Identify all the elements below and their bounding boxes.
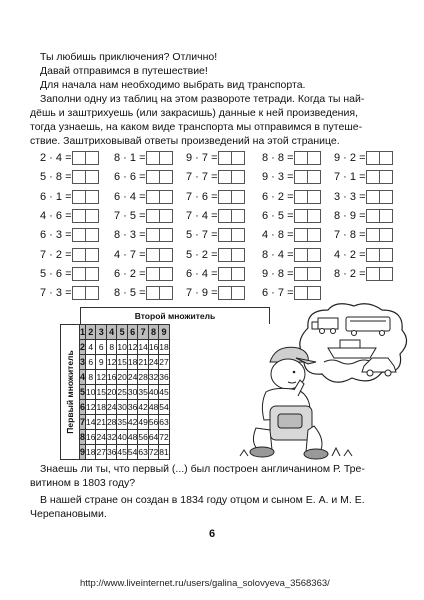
exercise-item — [114, 227, 173, 243]
exercise-item — [114, 189, 173, 205]
answer-box[interactable] — [160, 267, 173, 281]
table-cell: 56 — [148, 415, 158, 430]
table-cell: 24 — [148, 355, 158, 370]
answer-box[interactable] — [86, 286, 99, 300]
answer-box[interactable] — [218, 151, 232, 165]
answer-box[interactable] — [72, 248, 86, 262]
table-cell: 16 — [86, 430, 96, 445]
exercise-item — [262, 227, 321, 243]
exercise-item — [40, 227, 99, 243]
exercise-expression: 5 · 7 = — [186, 229, 218, 242]
answer-box[interactable] — [380, 248, 393, 262]
exercise-item — [262, 285, 321, 301]
table-header-cell: 6 — [127, 325, 137, 340]
table-cell: 20 — [117, 370, 127, 385]
exercise-expression: 7 · 3 = — [40, 287, 72, 300]
answer-box[interactable] — [160, 228, 173, 242]
table-cell: 42 — [127, 415, 137, 430]
answer-box[interactable] — [146, 170, 160, 184]
exercise-expression: 4 · 7 = — [114, 248, 146, 261]
exercise-item — [262, 189, 321, 205]
table-cell: 15 — [96, 385, 106, 400]
exercise-expression: 5 · 8 = — [40, 171, 72, 184]
answer-box[interactable] — [160, 151, 173, 165]
table-header-cell: 7 — [138, 325, 148, 340]
question-p1-line-b: витином в 1803 году? — [30, 477, 136, 489]
table-cell: 4 — [86, 340, 96, 355]
exercise-item — [40, 150, 99, 166]
exercise-expression: 8 · 5 = — [114, 287, 146, 300]
answer-box[interactable] — [72, 190, 86, 204]
table-cell: 8 — [106, 340, 116, 355]
exercise-item — [334, 227, 393, 243]
answer-box[interactable] — [72, 228, 86, 242]
answer-box[interactable] — [146, 248, 160, 262]
table-cell: 27 — [96, 445, 106, 460]
answer-box[interactable] — [218, 190, 232, 204]
exercise-expression: 8 · 3 = — [114, 229, 146, 242]
answer-box[interactable] — [308, 190, 321, 204]
answer-box[interactable] — [232, 209, 245, 223]
exercise-expression: 6 · 6 = — [114, 171, 146, 184]
exercise-expression: 7 · 7 = — [186, 171, 218, 184]
answer-box[interactable] — [232, 248, 245, 262]
table-cell: 24 — [96, 430, 106, 445]
answer-box[interactable] — [160, 248, 173, 262]
answer-box[interactable] — [308, 228, 321, 242]
table-cell: 40 — [148, 385, 158, 400]
table-cell: 48 — [127, 430, 137, 445]
table-cell: 12 — [86, 400, 96, 415]
answer-box[interactable] — [294, 228, 308, 242]
table-cell: 21 — [96, 415, 106, 430]
answer-box[interactable] — [86, 170, 99, 184]
exercise-item — [262, 266, 321, 282]
table-cell: 72 — [159, 430, 169, 445]
table-corner-cell: 1 — [80, 325, 86, 340]
exercise-item — [186, 227, 245, 243]
table-cell: 32 — [106, 430, 116, 445]
exercise-expression: 9 · 2 = — [334, 152, 366, 164]
exercise-item — [40, 266, 99, 282]
answer-box[interactable] — [308, 267, 321, 281]
answer-box[interactable] — [232, 151, 245, 165]
table-cell: 36 — [159, 370, 169, 385]
table-cell: 12 — [127, 340, 137, 355]
answer-box[interactable] — [294, 190, 308, 204]
table-cell: 35 — [138, 385, 148, 400]
exercise-item — [40, 208, 99, 224]
answer-box[interactable] — [86, 209, 99, 223]
answer-box[interactable] — [72, 209, 86, 223]
table-row — [80, 445, 170, 460]
exercise-item — [334, 150, 393, 166]
table-cell: 81 — [159, 445, 169, 460]
question-p2-line-a: В нашей стране он создан в 1834 году отцом и сыном Е. А. и М. Е. — [40, 494, 365, 506]
intro-para-line-c: тогда узнаешь, на каком виде транспорта мы отправимся в путеше- — [30, 121, 363, 133]
answer-box[interactable] — [308, 170, 321, 184]
answer-box[interactable] — [366, 248, 380, 262]
exercise-item — [334, 266, 393, 282]
table-cell: 32 — [148, 370, 158, 385]
exercise-expression: 6 · 4 = — [114, 190, 146, 203]
table-cell: 40 — [117, 430, 127, 445]
answer-box[interactable] — [294, 248, 308, 262]
table-header-cell: 9 — [159, 325, 169, 340]
first-factor-label: Первый множитель — [65, 350, 75, 434]
answer-box[interactable] — [86, 228, 99, 242]
exercise-item — [114, 169, 173, 185]
boy-illustration — [236, 300, 411, 460]
exercise-expression: 6 · 2 = — [262, 190, 294, 203]
table-cell: 36 — [106, 445, 116, 460]
exercise-item — [186, 266, 245, 282]
table-row-header-cell: 3 — [80, 355, 86, 370]
footer-url: http://www.liveinternet.ru/users/galina_solovyeva_3568363/ — [80, 578, 330, 589]
table-header-cell: 5 — [117, 325, 127, 340]
exercise-item — [186, 189, 245, 205]
exercise-item — [186, 247, 245, 263]
intro-text — [30, 50, 405, 148]
answer-box[interactable] — [160, 286, 173, 300]
exercise-item — [114, 208, 173, 224]
table-cell: 16 — [106, 370, 116, 385]
table-cell: 64 — [148, 430, 158, 445]
exercise-expression: 9 · 7 = — [186, 152, 218, 164]
table-cell: 63 — [159, 415, 169, 430]
table-cell: 14 — [86, 415, 96, 430]
answer-box[interactable] — [366, 267, 380, 281]
exercise-expression: 7 · 9 = — [186, 287, 218, 300]
table-cell: 42 — [138, 400, 148, 415]
answer-box[interactable] — [160, 190, 173, 204]
exercise-expression: 7 · 5 = — [114, 209, 146, 222]
exercise-expression: 9 · 3 = — [262, 171, 294, 184]
table-row — [80, 430, 170, 445]
table-cell: 63 — [138, 445, 148, 460]
table-header-cell: 3 — [96, 325, 106, 340]
exercise-item — [334, 247, 393, 263]
table-header-row — [80, 325, 170, 340]
exercise-item — [40, 247, 99, 263]
table-cell: 45 — [159, 385, 169, 400]
exercise-expression: 3 · 3 = — [334, 190, 366, 203]
intro-para-line-d: ствие. Заштриховывай ответы произведений на этой странице. — [30, 135, 340, 147]
answer-box[interactable] — [146, 286, 160, 300]
table-cell: 10 — [117, 340, 127, 355]
table-row — [80, 370, 170, 385]
exercise-expression: 7 · 6 = — [186, 190, 218, 203]
answer-box[interactable] — [72, 286, 86, 300]
answer-box[interactable] — [218, 209, 232, 223]
answer-box[interactable] — [146, 267, 160, 281]
answer-box[interactable] — [294, 267, 308, 281]
exercise-expression: 8 · 8 = — [262, 152, 294, 164]
answer-box[interactable] — [308, 151, 321, 165]
table-row-header-cell: 9 — [80, 445, 86, 460]
table-row — [80, 415, 170, 430]
exercise-expression: 4 · 6 = — [40, 209, 72, 222]
table-row — [80, 400, 170, 415]
exercise-expression: 4 · 8 = — [262, 229, 294, 242]
exercise-item — [262, 208, 321, 224]
answer-box[interactable] — [160, 170, 173, 184]
exercise-item — [114, 247, 173, 263]
answer-box[interactable] — [366, 170, 380, 184]
answer-box[interactable] — [86, 151, 99, 165]
question-p1-line-a: Знаешь ли ты, что первый (...) был построен англичанином Р. Тре- — [40, 463, 365, 475]
exercise-expression: 8 · 1 = — [114, 152, 146, 164]
table-cell: 48 — [148, 400, 158, 415]
table-cell: 14 — [138, 340, 148, 355]
exercise-expression: 6 · 7 = — [262, 287, 294, 300]
answer-box[interactable] — [380, 228, 393, 242]
answer-box[interactable] — [218, 286, 232, 300]
exercise-expression: 8 · 2 = — [334, 267, 366, 280]
table-cell: 20 — [106, 385, 116, 400]
answer-box[interactable] — [86, 190, 99, 204]
exercise-item — [334, 189, 393, 205]
answer-box[interactable] — [86, 248, 99, 262]
table-cell: 12 — [96, 370, 106, 385]
table-row-header-cell: 6 — [80, 400, 86, 415]
exercise-item — [114, 285, 173, 301]
exercise-item — [262, 150, 321, 166]
answer-box[interactable] — [308, 286, 321, 300]
answer-box[interactable] — [218, 267, 232, 281]
answer-box[interactable] — [380, 170, 393, 184]
answer-box[interactable] — [294, 151, 308, 165]
table-cell: 28 — [106, 415, 116, 430]
table-cell: 16 — [148, 340, 158, 355]
exercise-item — [262, 247, 321, 263]
question-para-2 — [30, 493, 400, 521]
answer-box[interactable] — [308, 209, 321, 223]
answer-box[interactable] — [146, 190, 160, 204]
answer-box[interactable] — [380, 209, 393, 223]
table-cell: 9 — [96, 355, 106, 370]
exercise-expression: 8 · 9 = — [334, 209, 366, 222]
exercise-expression: 6 · 3 = — [40, 229, 72, 242]
multiplication-table — [79, 324, 170, 460]
exercise-item — [40, 169, 99, 185]
table-row-header-cell: 8 — [80, 430, 86, 445]
table-cell: 8 — [86, 370, 96, 385]
table-cell: 54 — [159, 400, 169, 415]
answer-box[interactable] — [232, 170, 245, 184]
exercise-item — [186, 150, 245, 166]
exercise-item — [186, 285, 245, 301]
answer-box[interactable] — [366, 190, 380, 204]
exercise-expression: 2 · 4 = — [40, 152, 72, 164]
answer-box[interactable] — [380, 267, 393, 281]
table-cell: 30 — [117, 400, 127, 415]
intro-para-line-b: дёшь и заштрихуешь (или закрасишь) данные к ней произведения, — [30, 107, 358, 119]
exercise-expression: 7 · 8 = — [334, 229, 366, 242]
answer-box[interactable] — [366, 228, 380, 242]
exercise-item — [114, 150, 173, 166]
table-cell: 12 — [106, 355, 116, 370]
exercise-expression: 6 · 4 = — [186, 267, 218, 280]
question-para-1 — [30, 462, 400, 490]
table-cell: 36 — [127, 400, 137, 415]
answer-box[interactable] — [160, 209, 173, 223]
table-row-header-cell: 7 — [80, 415, 86, 430]
exercise-expression: 5 · 2 = — [186, 248, 218, 261]
table-cell: 18 — [127, 355, 137, 370]
table-row-header-cell: 2 — [80, 340, 86, 355]
answer-box[interactable] — [232, 286, 245, 300]
table-cell: 21 — [138, 355, 148, 370]
answer-box[interactable] — [380, 190, 393, 204]
exercise-item — [186, 208, 245, 224]
exercise-item — [114, 266, 173, 282]
table-cell: 18 — [159, 340, 169, 355]
question-p2-line-b: Черепановыми. — [30, 508, 107, 520]
second-factor-label: Второй множитель — [80, 307, 270, 324]
page-number: 6 — [208, 528, 216, 540]
answer-box[interactable] — [86, 267, 99, 281]
exercise-expression: 9 · 8 = — [262, 267, 294, 280]
exercise-item — [40, 189, 99, 205]
answer-box[interactable] — [218, 228, 232, 242]
table-cell: 24 — [106, 400, 116, 415]
answer-box[interactable] — [72, 267, 86, 281]
table-cell: 35 — [117, 415, 127, 430]
answer-box[interactable] — [366, 151, 380, 165]
answer-box[interactable] — [72, 151, 86, 165]
answer-box[interactable] — [366, 209, 380, 223]
table-cell: 6 — [86, 355, 96, 370]
answer-box[interactable] — [218, 170, 232, 184]
table-cell: 27 — [159, 355, 169, 370]
exercise-expression: 6 · 1 = — [40, 190, 72, 203]
table-row — [80, 340, 170, 355]
first-factor-band — [60, 324, 79, 460]
exercise-expression: 7 · 1 = — [334, 171, 366, 184]
exercise-expression: 6 · 5 = — [262, 209, 294, 222]
exercise-item — [40, 285, 99, 301]
table-cell: 18 — [86, 445, 96, 460]
table-cell: 28 — [138, 370, 148, 385]
table-header-cell: 8 — [148, 325, 158, 340]
table-cell: 54 — [127, 445, 137, 460]
answer-box[interactable] — [232, 228, 245, 242]
table-row-header-cell: 4 — [80, 370, 86, 385]
answer-box[interactable] — [308, 248, 321, 262]
intro-line-3: Для начала нам необходимо выбрать вид транспорта. — [40, 79, 306, 91]
answer-box[interactable] — [232, 267, 245, 281]
answer-box[interactable] — [294, 286, 308, 300]
table-cell: 18 — [96, 400, 106, 415]
answer-box[interactable] — [146, 209, 160, 223]
answer-box[interactable] — [218, 248, 232, 262]
intro-para-line-a: Заполни одну из таблиц на этом развороте тетради. Когда ты най- — [40, 93, 365, 105]
exercise-expression: 5 · 6 = — [40, 267, 72, 280]
table-cell: 45 — [117, 445, 127, 460]
exercise-expression: 7 · 2 = — [40, 248, 72, 261]
answer-box[interactable] — [294, 170, 308, 184]
answer-box[interactable] — [146, 151, 160, 165]
exercise-item — [262, 169, 321, 185]
table-header-cell: 4 — [106, 325, 116, 340]
table-cell: 49 — [138, 415, 148, 430]
answer-box[interactable] — [146, 228, 160, 242]
table-cell: 25 — [117, 385, 127, 400]
exercise-item — [334, 208, 393, 224]
exercise-item — [186, 169, 245, 185]
exercise-expression: 4 · 2 = — [334, 248, 366, 261]
table-cell: 30 — [127, 385, 137, 400]
table-header-cell: 2 — [86, 325, 96, 340]
table-cell: 56 — [138, 430, 148, 445]
table-cell: 10 — [86, 385, 96, 400]
intro-line-1: Ты любишь приключения? Отлично! — [40, 51, 218, 63]
exercise-expression: 6 · 2 = — [114, 267, 146, 280]
answer-box[interactable] — [232, 190, 245, 204]
table-cell: 6 — [96, 340, 106, 355]
intro-line-2: Давай отправимся в путешествие! — [40, 65, 208, 77]
answer-box[interactable] — [294, 209, 308, 223]
exercise-expression: 7 · 4 = — [186, 209, 218, 222]
answer-box[interactable] — [72, 170, 86, 184]
answer-box[interactable] — [380, 151, 393, 165]
table-row-header-cell: 5 — [80, 385, 86, 400]
question-text — [30, 462, 400, 524]
table-row — [80, 355, 170, 370]
exercise-item — [334, 169, 393, 185]
exercise-expression: 8 · 4 = — [262, 248, 294, 261]
table-cell: 72 — [148, 445, 158, 460]
table-cell: 15 — [117, 355, 127, 370]
table-row — [80, 385, 170, 400]
table-cell: 24 — [127, 370, 137, 385]
